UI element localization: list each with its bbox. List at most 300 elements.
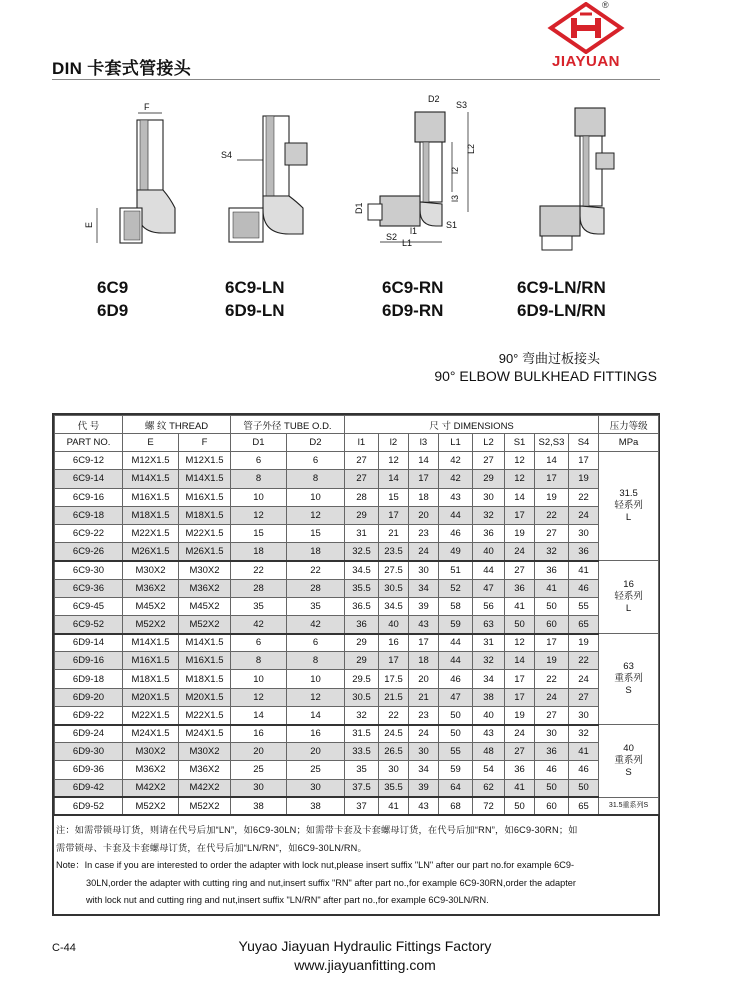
table-cell: 41 — [379, 797, 409, 815]
table-cell: 19 — [505, 524, 535, 542]
table-cell: 12 — [505, 452, 535, 470]
table-cell: 29 — [345, 506, 379, 524]
table-cell: 23.5 — [379, 543, 409, 561]
pressure-line: L — [625, 603, 632, 615]
brand-logo — [525, 2, 647, 74]
table-cell: 16 — [287, 725, 345, 743]
table-row — [55, 779, 659, 797]
table-cell: 26.5 — [379, 743, 409, 761]
head-row-2 — [55, 434, 659, 452]
table-cell: 19 — [505, 706, 535, 724]
table-cell: 28 — [345, 488, 379, 506]
table-cell: 42 — [439, 470, 473, 488]
pressure-line: 重系列 — [614, 673, 643, 685]
head2-cell: S1 — [505, 434, 535, 452]
header-rule — [52, 79, 660, 80]
drawing-6c9-ln — [215, 108, 325, 258]
table-cell: 39 — [409, 597, 439, 615]
table-cell: 20 — [409, 506, 439, 524]
pressure-line: 40 — [623, 742, 634, 754]
table-cell: 46 — [535, 761, 569, 779]
table-cell: M52X2 — [123, 797, 179, 815]
table-cell: 34 — [473, 670, 505, 688]
table-cell: 50 — [535, 597, 569, 615]
drawing-6c9-ln-rn — [520, 98, 630, 258]
table-cell: 44 — [439, 652, 473, 670]
table-cell: 20 — [409, 670, 439, 688]
table-cell: 35.5 — [379, 779, 409, 797]
table-cell: 14 — [231, 706, 287, 724]
table-cell: 24 — [535, 688, 569, 706]
table-cell: 31.5 — [345, 725, 379, 743]
part-no-cell: 6D9-52 — [55, 797, 123, 815]
table-row — [55, 652, 659, 670]
table-cell: M30X2 — [123, 743, 179, 761]
table-cell: 30 — [231, 779, 287, 797]
table-cell: 6 — [287, 452, 345, 470]
table-cell: 42 — [231, 615, 287, 633]
head2-cell: MPa — [599, 434, 659, 452]
table-cell: M36X2 — [179, 579, 231, 597]
label-E: E — [84, 221, 94, 228]
part-no-cell: 6D9-20 — [55, 688, 123, 706]
pressure-cell — [599, 452, 659, 561]
table-cell: 31 — [345, 524, 379, 542]
table-cell: 28 — [287, 579, 345, 597]
table-cell: 12 — [287, 506, 345, 524]
table-cell: 32 — [535, 543, 569, 561]
table-cell: 16 — [379, 634, 409, 652]
table-cell: 21 — [379, 524, 409, 542]
table-cell: M14X1.5 — [179, 634, 231, 652]
model-6c9: 6C9 6D9 — [97, 278, 129, 320]
table-cell: 42 — [287, 615, 345, 633]
table-cell: 17 — [409, 470, 439, 488]
table-cell: 20 — [287, 743, 345, 761]
table-cell: 14 — [505, 488, 535, 506]
label-F: F — [144, 102, 150, 112]
table-cell: 46 — [569, 761, 599, 779]
table-cell: 8 — [231, 470, 287, 488]
table-cell: M18X1.5 — [179, 506, 231, 524]
head2-cell: E — [123, 434, 179, 452]
table-cell: 29 — [345, 652, 379, 670]
table-cell: 36 — [505, 579, 535, 597]
table-cell: M14X1.5 — [179, 470, 231, 488]
table-cell: 46 — [439, 670, 473, 688]
table-cell: 36 — [505, 761, 535, 779]
table-cell: 36 — [473, 524, 505, 542]
label-S4: S4 — [221, 150, 233, 160]
table-cell: 36 — [535, 743, 569, 761]
note-en-line3: with lock nut and cutting ring and nut,insert suffix "LN/RN" after part no.,for example 6C9-30LN/RN. — [86, 895, 489, 905]
table-cell: M42X2 — [179, 779, 231, 797]
table-cell: 37 — [345, 797, 379, 815]
table-cell: 24 — [505, 725, 535, 743]
table-cell: 36 — [569, 543, 599, 561]
table-row — [55, 524, 659, 542]
part-no-cell: 6C9-16 — [55, 488, 123, 506]
table-cell: M16X1.5 — [179, 488, 231, 506]
table-cell: 44 — [439, 506, 473, 524]
part-no-cell: 6D9-24 — [55, 725, 123, 743]
table-cell: M16X1.5 — [123, 488, 179, 506]
pressure-line: L — [625, 512, 632, 524]
pressure-line: S — [625, 766, 632, 778]
pressure-line: 63 — [623, 661, 634, 673]
table-cell: 65 — [569, 797, 599, 815]
table-cell: 12 — [505, 470, 535, 488]
head-tube: 管子外径 TUBE O.D. — [231, 416, 345, 434]
table-cell: 64 — [439, 779, 473, 797]
table-cell: 40 — [473, 543, 505, 561]
note-cn-line1: 注：如需带锁母订货，则请在代号后加“LN”，如6C9-30LN；如需带卡套及卡套螺母订货，在代号后加“RN”，如6C9-30RN；如 — [56, 825, 578, 835]
table-cell: M36X2 — [123, 761, 179, 779]
drawing-6c9-rn — [350, 92, 480, 252]
table-cell: 43 — [473, 725, 505, 743]
label-l2: l2 — [450, 166, 460, 174]
label-D1: D1 — [354, 202, 364, 214]
head-thread: 螺 纹 THREAD — [123, 416, 231, 434]
table-row — [55, 543, 659, 561]
table-cell: M14X1.5 — [123, 470, 179, 488]
head2-cell: l3 — [409, 434, 439, 452]
pressure-cell — [599, 561, 659, 634]
table-cell: 17 — [505, 688, 535, 706]
table-cell: 30.5 — [379, 579, 409, 597]
subtitle-cn: 90° 弯曲过板接头 — [498, 351, 600, 366]
table-row — [55, 706, 659, 724]
part-no-cell: 6D9-16 — [55, 652, 123, 670]
head2-cell: l2 — [379, 434, 409, 452]
table-cell: 14 — [505, 652, 535, 670]
table-cell: 17 — [409, 634, 439, 652]
table-cell: M18X1.5 — [179, 670, 231, 688]
table-cell: 34.5 — [379, 597, 409, 615]
table-cell: M45X2 — [123, 597, 179, 615]
table-cell: 65 — [569, 615, 599, 633]
table-cell: 60 — [535, 615, 569, 633]
table-cell: 22 — [569, 488, 599, 506]
head-pressure: 压力等级 — [599, 416, 659, 434]
table-cell: 28 — [231, 579, 287, 597]
table-cell: 20 — [231, 743, 287, 761]
table-cell: 8 — [287, 470, 345, 488]
table-row — [55, 561, 659, 579]
table-row — [55, 725, 659, 743]
pressure-line: 31.5 — [619, 488, 638, 500]
part-no-cell: 6C9-22 — [55, 524, 123, 542]
table-cell: 41 — [535, 579, 569, 597]
head2-cell: F — [179, 434, 231, 452]
table-cell: 15 — [287, 524, 345, 542]
table-cell: 30 — [287, 779, 345, 797]
table-cell: 50 — [505, 615, 535, 633]
table-cell: 14 — [535, 452, 569, 470]
factory-name: Yuyao Jiayuan Hydraulic Fittings Factory — [238, 938, 492, 954]
table-cell: 23 — [409, 524, 439, 542]
table-cell: 10 — [231, 670, 287, 688]
part-no-cell: 6D9-30 — [55, 743, 123, 761]
table-cell: 17 — [379, 652, 409, 670]
table-cell: 56 — [473, 597, 505, 615]
table-cell: 58 — [439, 597, 473, 615]
label-l3: l3 — [450, 194, 460, 202]
table-cell: 48 — [473, 743, 505, 761]
part-no-cell: 6D9-42 — [55, 779, 123, 797]
table-cell: 24 — [569, 670, 599, 688]
table-cell: 62 — [473, 779, 505, 797]
note-en-line2: 30LN,order the adapter with cutting ring and nut,insert suffix "RN" after part no.,for example 6C9-30RN,order the adapter — [86, 877, 576, 888]
head2-cell: D2 — [287, 434, 345, 452]
table-cell: 32 — [569, 725, 599, 743]
table-cell: 44 — [439, 634, 473, 652]
table-cell: 30 — [569, 524, 599, 542]
table-cell: 10 — [287, 670, 345, 688]
table-cell: 22 — [287, 561, 345, 579]
table-cell: 41 — [505, 779, 535, 797]
table-row — [55, 743, 659, 761]
table-cell: 27 — [505, 743, 535, 761]
table-cell: 52 — [439, 579, 473, 597]
table-cell: 34 — [409, 579, 439, 597]
table-cell: M22X1.5 — [179, 706, 231, 724]
table-cell: 18 — [287, 543, 345, 561]
page-number: C-44 — [52, 942, 76, 954]
table-cell: M16X1.5 — [123, 652, 179, 670]
table-cell: 14 — [379, 470, 409, 488]
spec-table — [54, 415, 659, 816]
table-cell: 50 — [569, 779, 599, 797]
table-cell: 54 — [473, 761, 505, 779]
table-cell: 27.5 — [379, 561, 409, 579]
pressure-line: 31.5重系列S — [608, 802, 649, 810]
table-cell: 38 — [231, 797, 287, 815]
table-cell: M36X2 — [123, 579, 179, 597]
head2-cell: S2,S3 — [535, 434, 569, 452]
table-cell: 50 — [535, 779, 569, 797]
table-cell: 32 — [473, 506, 505, 524]
head2-cell: S4 — [569, 434, 599, 452]
table-cell: 41 — [505, 597, 535, 615]
table-cell: 50 — [439, 725, 473, 743]
table-cell: 27 — [569, 688, 599, 706]
table-cell: 6 — [231, 634, 287, 652]
part-no-cell: 6C9-18 — [55, 506, 123, 524]
table-cell: 27 — [473, 452, 505, 470]
table-cell: 17 — [569, 452, 599, 470]
table-cell: 27 — [345, 470, 379, 488]
note-en-line1: Note：In case if you are interested to order the adapter with lock nut,please insert suffix "LN" after our part no.for example 6C9- — [56, 860, 575, 870]
table-cell: 41 — [569, 561, 599, 579]
table-cell: 16 — [231, 725, 287, 743]
table-cell: 19 — [569, 634, 599, 652]
table-cell: M22X1.5 — [179, 524, 231, 542]
table-cell: 36 — [535, 561, 569, 579]
table-cell: 39 — [409, 779, 439, 797]
table-cell: 21.5 — [379, 688, 409, 706]
table-cell: 72 — [473, 797, 505, 815]
pressure-cell — [599, 634, 659, 725]
label-S2: S2 — [386, 232, 398, 242]
table-cell: 6 — [287, 634, 345, 652]
table-cell: 25 — [287, 761, 345, 779]
table-cell: 34.5 — [345, 561, 379, 579]
table-cell: 12 — [231, 688, 287, 706]
part-no-cell: 6D9-22 — [55, 706, 123, 724]
table-cell: 40 — [473, 706, 505, 724]
table-cell: M22X1.5 — [123, 524, 179, 542]
table-cell: 8 — [287, 652, 345, 670]
table-cell: 50 — [439, 706, 473, 724]
pressure-line: S — [625, 685, 632, 697]
table-row — [55, 470, 659, 488]
notes — [56, 822, 656, 910]
table-cell: M52X2 — [179, 797, 231, 815]
table-cell: 32 — [345, 706, 379, 724]
table-cell: 68 — [439, 797, 473, 815]
table-cell: 12 — [231, 506, 287, 524]
part-no-cell: 6C9-36 — [55, 579, 123, 597]
pressure-cell — [599, 797, 659, 815]
table-cell: M12X1.5 — [179, 452, 231, 470]
table-cell: 49 — [439, 543, 473, 561]
table-cell: 10 — [231, 488, 287, 506]
table-cell: 17 — [505, 506, 535, 524]
table-cell: 12 — [287, 688, 345, 706]
table-row — [55, 670, 659, 688]
table-cell: 12 — [379, 452, 409, 470]
table-cell: 19 — [569, 470, 599, 488]
note-cn-line2: 需带锁母、卡套及卡套螺母订货，在代号后加“LN/RN”，如6C9-30LN/RN。 — [56, 842, 367, 853]
table-cell: 22 — [379, 706, 409, 724]
model-6c9-ln-rn: 6C9-LN/RN 6D9-LN/RN — [517, 278, 606, 320]
table-cell: 27 — [535, 524, 569, 542]
table-cell: 34 — [409, 761, 439, 779]
registered-mark: ® — [602, 0, 609, 10]
table-cell: 21 — [409, 688, 439, 706]
table-cell: 15 — [379, 488, 409, 506]
head2-cell: l1 — [345, 434, 379, 452]
table-cell: 59 — [439, 615, 473, 633]
table-cell: 63 — [473, 615, 505, 633]
table-cell: 24.5 — [379, 725, 409, 743]
table-row — [55, 452, 659, 470]
table-cell: M12X1.5 — [123, 452, 179, 470]
table-cell: 17 — [535, 470, 569, 488]
table-cell: 38 — [473, 688, 505, 706]
table-cell: 24 — [409, 725, 439, 743]
table-cell: 32 — [473, 652, 505, 670]
table-cell: 25 — [231, 761, 287, 779]
table-cell: 10 — [287, 488, 345, 506]
table-cell: 24 — [505, 543, 535, 561]
part-no-cell: 6C9-52 — [55, 615, 123, 633]
part-no-cell: 6D9-14 — [55, 634, 123, 652]
table-cell: 43 — [409, 615, 439, 633]
table-cell: M26X1.5 — [179, 543, 231, 561]
head-code: 代 号 — [55, 416, 123, 434]
table-cell: 8 — [231, 652, 287, 670]
table-cell: 30 — [473, 488, 505, 506]
table-cell: 22 — [535, 506, 569, 524]
table-cell: 17 — [505, 670, 535, 688]
table-cell: M45X2 — [179, 597, 231, 615]
table-cell: 35 — [231, 597, 287, 615]
table-cell: 6 — [231, 452, 287, 470]
table-cell: M24X1.5 — [179, 725, 231, 743]
table-cell: 43 — [409, 797, 439, 815]
subtitle-en: 90° ELBOW BULKHEAD FITTINGS — [434, 368, 657, 384]
table-row — [55, 761, 659, 779]
table-cell: M52X2 — [179, 615, 231, 633]
label-L1: L1 — [402, 238, 413, 248]
table-cell: 41 — [569, 743, 599, 761]
table-cell: 46 — [439, 524, 473, 542]
table-cell: 29 — [473, 470, 505, 488]
table-row — [55, 797, 659, 815]
table-cell: M42X2 — [123, 779, 179, 797]
table-cell: 38 — [287, 797, 345, 815]
spec-body — [55, 452, 659, 816]
pressure-cell — [599, 725, 659, 798]
table-cell: 22 — [231, 561, 287, 579]
table-cell: 19 — [535, 488, 569, 506]
table-cell: 50 — [505, 797, 535, 815]
table-cell: 30 — [409, 561, 439, 579]
table-cell: 36.5 — [345, 597, 379, 615]
table-cell: M22X1.5 — [123, 706, 179, 724]
brand-name: JIAYUAN — [552, 53, 620, 70]
table-cell: 30 — [409, 743, 439, 761]
table-row — [55, 579, 659, 597]
table-cell: 19 — [535, 652, 569, 670]
table-cell: 51 — [439, 561, 473, 579]
table-cell: 27 — [345, 452, 379, 470]
table-cell: 46 — [569, 579, 599, 597]
table-cell: 42 — [439, 452, 473, 470]
table-cell: 24 — [409, 543, 439, 561]
label-D2: D2 — [428, 94, 440, 104]
table-cell: M20X1.5 — [179, 688, 231, 706]
table-cell: M30X2 — [179, 743, 231, 761]
table-cell: 32.5 — [345, 543, 379, 561]
table-cell: 37.5 — [345, 779, 379, 797]
table-cell: 30 — [535, 725, 569, 743]
part-no-cell: 6C9-14 — [55, 470, 123, 488]
table-row — [55, 597, 659, 615]
pressure-line: 16 — [623, 579, 634, 591]
table-cell: 43 — [439, 488, 473, 506]
table-cell: 30 — [379, 761, 409, 779]
table-cell: 22 — [535, 670, 569, 688]
table-cell: 12 — [505, 634, 535, 652]
table-cell: 47 — [439, 688, 473, 706]
part-no-cell: 6D9-18 — [55, 670, 123, 688]
table-cell: 18 — [231, 543, 287, 561]
table-cell: 35.5 — [345, 579, 379, 597]
table-row — [55, 634, 659, 652]
pressure-line: 轻系列 — [614, 500, 643, 512]
website-link[interactable]: www.jiayuanfitting.com — [294, 957, 436, 973]
table-cell: 29 — [345, 634, 379, 652]
head2-cell: L1 — [439, 434, 473, 452]
table-cell: M36X2 — [179, 761, 231, 779]
table-cell: 17 — [535, 634, 569, 652]
table-cell: 14 — [409, 452, 439, 470]
table-cell: 36 — [345, 615, 379, 633]
table-cell: M30X2 — [179, 561, 231, 579]
